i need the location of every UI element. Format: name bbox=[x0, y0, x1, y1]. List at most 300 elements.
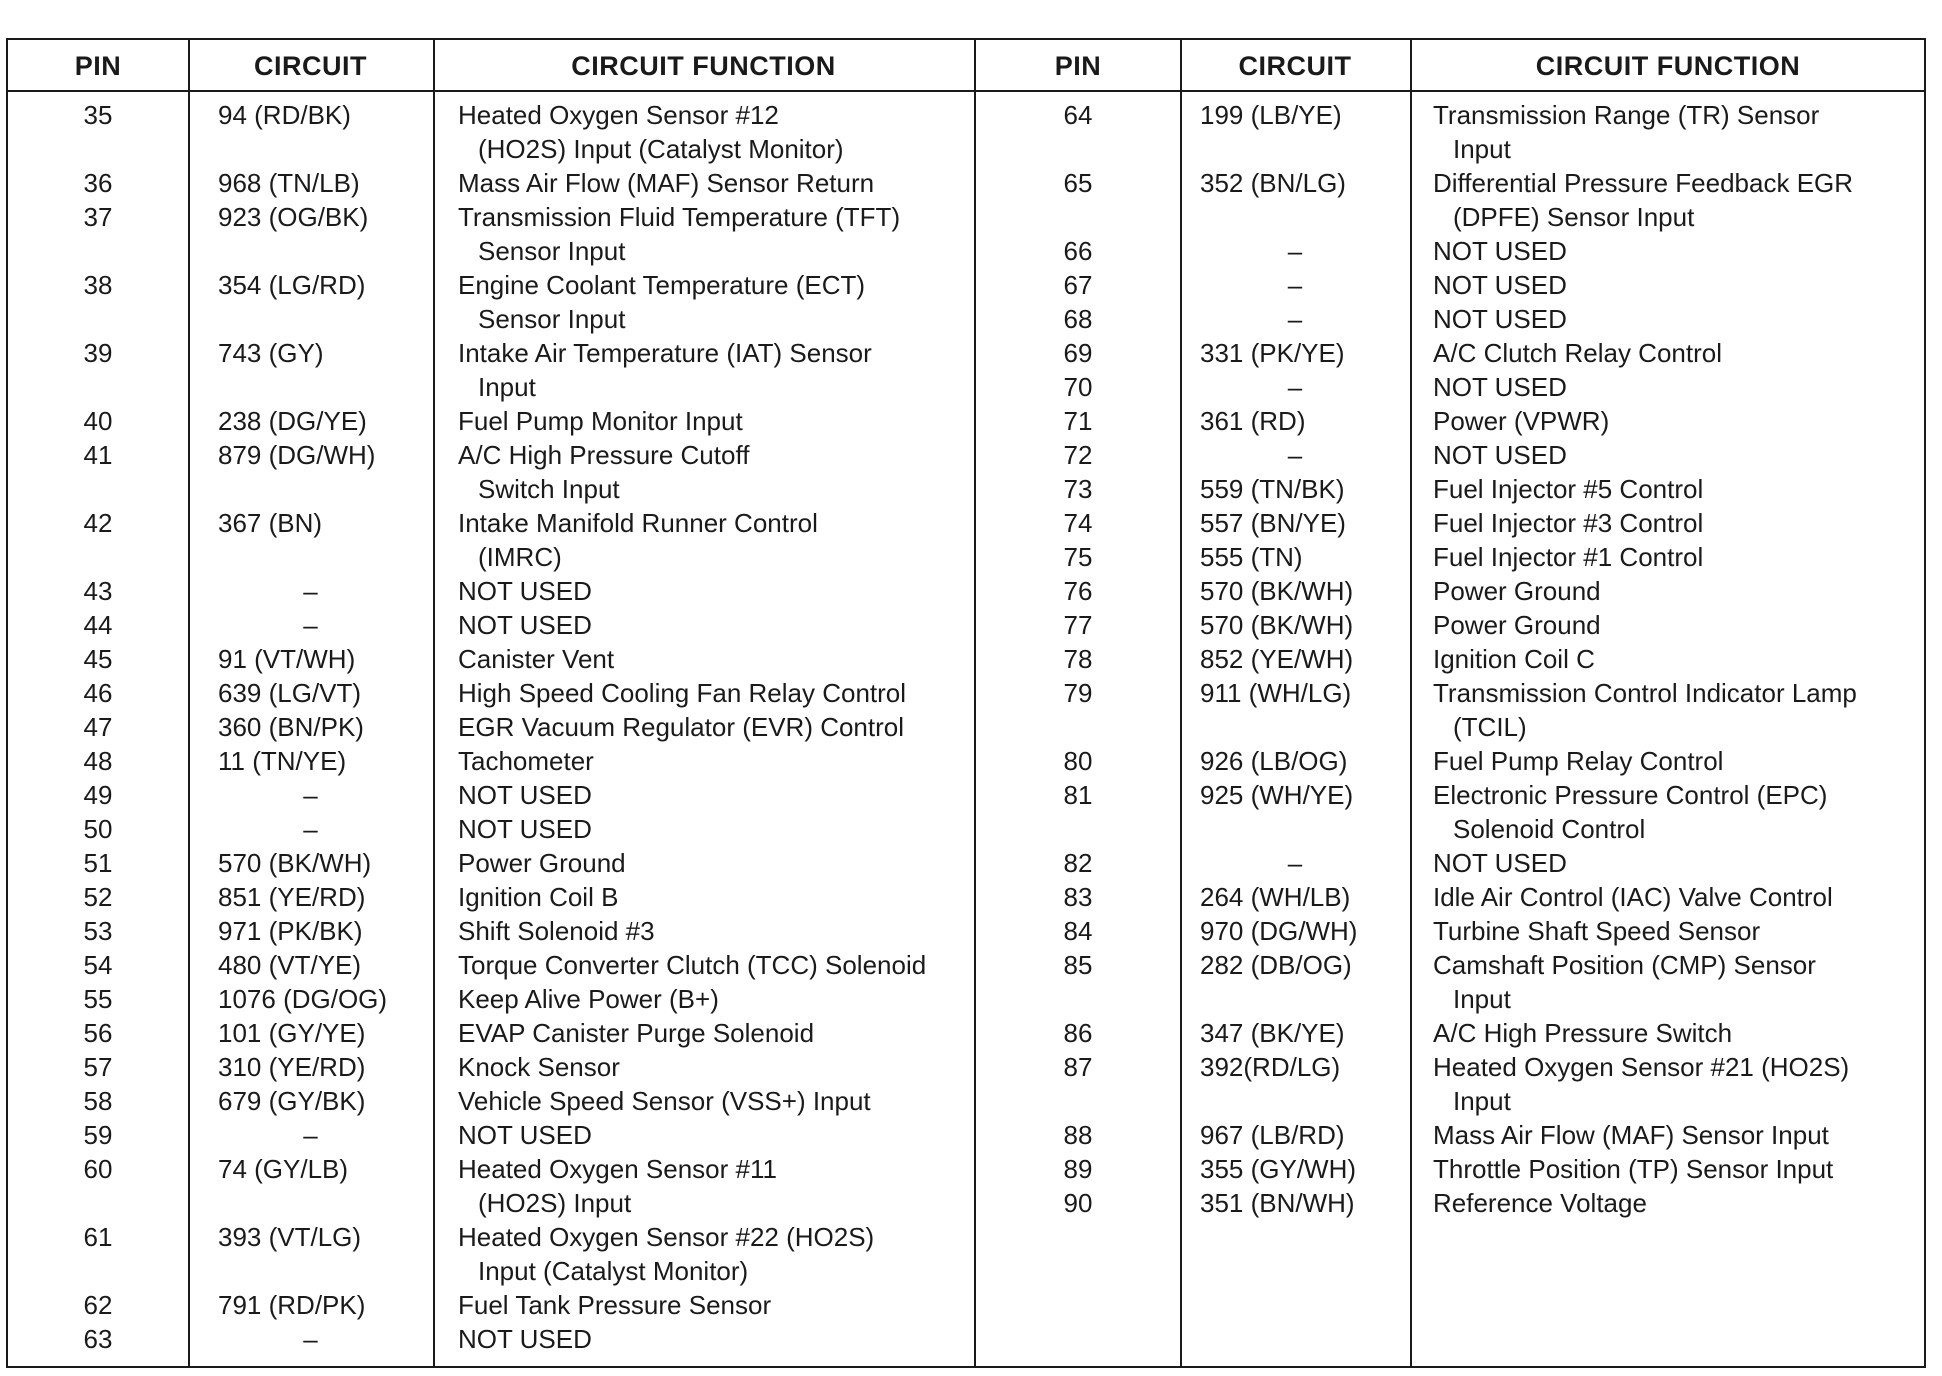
circuit-function bbox=[1433, 1016, 1732, 1050]
circuit-code: 91 (VT/WH) bbox=[218, 644, 356, 674]
table-row bbox=[8, 812, 974, 846]
pin-number: 87 bbox=[1063, 1052, 1093, 1082]
circuit-code: 570 (BK/WH) bbox=[218, 848, 372, 878]
circuit-code: – bbox=[1287, 270, 1303, 300]
table-row bbox=[8, 744, 974, 778]
circuit-function bbox=[458, 710, 904, 744]
pin-number: 42 bbox=[83, 508, 113, 538]
table-row bbox=[976, 642, 1926, 676]
table-row bbox=[976, 608, 1926, 642]
function-line: Mass Air Flow (MAF) Sensor Return bbox=[458, 168, 875, 198]
circuit-function bbox=[458, 608, 592, 642]
pin-number: 40 bbox=[83, 406, 113, 436]
table-row bbox=[8, 438, 974, 506]
circuit-code: 11 (TN/YE) bbox=[218, 746, 347, 776]
circuit-code: 367 (BN) bbox=[218, 508, 323, 538]
function-line: NOT USED bbox=[1433, 848, 1567, 878]
pin-number: 75 bbox=[1063, 542, 1093, 572]
pin-number: 90 bbox=[1063, 1188, 1093, 1218]
circuit-code: 101 (GY/YE) bbox=[218, 1018, 366, 1048]
circuit-code: 679 (GY/BK) bbox=[218, 1086, 366, 1116]
function-line: NOT USED bbox=[1433, 372, 1567, 402]
table-row bbox=[976, 574, 1926, 608]
circuit-code: 925 (WH/YE) bbox=[1200, 780, 1354, 810]
pin-number: 68 bbox=[1063, 304, 1093, 334]
pin-number: 56 bbox=[83, 1018, 113, 1048]
table-row bbox=[8, 1220, 974, 1288]
table-row bbox=[976, 234, 1926, 268]
right-function-header: CIRCUIT FUNCTION bbox=[1535, 51, 1801, 81]
function-line: Heated Oxygen Sensor #12 bbox=[458, 100, 779, 130]
circuit-code: 639 (LG/VT) bbox=[218, 678, 362, 708]
circuit-code: 923 (OG/BK) bbox=[218, 202, 369, 232]
pinout-table bbox=[6, 38, 1926, 1368]
function-line: Power Ground bbox=[458, 848, 626, 878]
circuit-function bbox=[458, 1220, 874, 1288]
pin-number: 71 bbox=[1063, 406, 1093, 436]
circuit-function bbox=[1433, 1186, 1647, 1220]
table-row bbox=[976, 744, 1926, 778]
table-row bbox=[8, 574, 974, 608]
pin-number: 47 bbox=[83, 712, 113, 742]
table-row bbox=[8, 200, 974, 268]
pin-number: 67 bbox=[1063, 270, 1093, 300]
function-line: Heated Oxygen Sensor #11 bbox=[458, 1154, 777, 1184]
function-line: Input (Catalyst Monitor) bbox=[478, 1256, 749, 1286]
left-rows bbox=[8, 98, 974, 1356]
function-line: (HO2S) Input (Catalyst Monitor) bbox=[478, 134, 844, 164]
circuit-function bbox=[458, 1118, 592, 1152]
circuit-function bbox=[1433, 506, 1703, 540]
circuit-code: – bbox=[1287, 372, 1303, 402]
pin-number: 82 bbox=[1063, 848, 1093, 878]
pin-number: 88 bbox=[1063, 1120, 1093, 1150]
function-line: NOT USED bbox=[1433, 440, 1567, 470]
function-line: Solenoid Control bbox=[1453, 814, 1646, 844]
pin-number: 45 bbox=[83, 644, 113, 674]
table-row bbox=[8, 98, 974, 166]
table-row bbox=[8, 1152, 974, 1220]
table-row bbox=[976, 98, 1926, 166]
circuit-code: – bbox=[303, 1120, 318, 1150]
circuit-function bbox=[1433, 438, 1567, 472]
function-line: Canister Vent bbox=[458, 644, 615, 674]
circuit-code: 347 (BK/YE) bbox=[1200, 1018, 1345, 1048]
function-line: A/C Clutch Relay Control bbox=[1433, 338, 1722, 368]
function-line: Heated Oxygen Sensor #21 (HO2S) bbox=[1433, 1052, 1850, 1082]
circuit-function bbox=[458, 404, 743, 438]
table-row bbox=[976, 472, 1926, 506]
circuit-function bbox=[458, 268, 865, 336]
pin-number: 86 bbox=[1063, 1018, 1093, 1048]
circuit-function bbox=[458, 336, 872, 404]
pin-number: 44 bbox=[83, 610, 113, 640]
function-line: Intake Air Temperature (IAT) Sensor bbox=[458, 338, 872, 368]
circuit-function bbox=[458, 812, 592, 846]
circuit-code: 879 (DG/WH) bbox=[218, 440, 376, 470]
circuit-code: 852 (YE/WH) bbox=[1200, 644, 1354, 674]
pin-number: 84 bbox=[1063, 916, 1093, 946]
table-row bbox=[8, 268, 974, 336]
pin-number: 64 bbox=[1063, 100, 1093, 130]
pin-number: 79 bbox=[1063, 678, 1093, 708]
circuit-code: 1076 (DG/OG) bbox=[218, 984, 388, 1014]
function-line: Switch Input bbox=[478, 474, 620, 504]
table-row bbox=[976, 404, 1926, 438]
circuit-function bbox=[1433, 336, 1722, 370]
circuit-function bbox=[458, 1322, 592, 1356]
circuit-function bbox=[1433, 472, 1703, 506]
function-line: NOT USED bbox=[1433, 304, 1567, 334]
circuit-function bbox=[458, 438, 749, 506]
right-circuit-header: CIRCUIT bbox=[1238, 51, 1352, 81]
circuit-function bbox=[1433, 404, 1609, 438]
circuit-code: 352 (BN/LG) bbox=[1200, 168, 1346, 198]
table-row bbox=[976, 540, 1926, 574]
circuit-function bbox=[1433, 1152, 1833, 1186]
circuit-function bbox=[1433, 778, 1827, 846]
table-row bbox=[976, 948, 1926, 1016]
function-line: EVAP Canister Purge Solenoid bbox=[458, 1018, 815, 1048]
circuit-function bbox=[1433, 370, 1567, 404]
function-line: Heated Oxygen Sensor #22 (HO2S) bbox=[458, 1222, 875, 1252]
function-line: Fuel Pump Relay Control bbox=[1433, 746, 1724, 776]
pin-number: 74 bbox=[1063, 508, 1093, 538]
circuit-function bbox=[458, 914, 655, 948]
circuit-function bbox=[458, 506, 818, 574]
pin-number: 78 bbox=[1063, 644, 1093, 674]
function-line: Sensor Input bbox=[478, 304, 626, 334]
circuit-function bbox=[458, 880, 618, 914]
circuit-function bbox=[1433, 914, 1760, 948]
table-row bbox=[976, 302, 1926, 336]
function-line: NOT USED bbox=[1433, 236, 1567, 266]
function-line: EGR Vacuum Regulator (EVR) Control bbox=[458, 712, 905, 742]
function-line: NOT USED bbox=[458, 610, 592, 640]
circuit-code: 480 (VT/YE) bbox=[218, 950, 362, 980]
circuit-function bbox=[458, 200, 900, 268]
circuit-code: 360 (BN/PK) bbox=[218, 712, 364, 742]
function-line: Engine Coolant Temperature (ECT) bbox=[458, 270, 866, 300]
circuit-function bbox=[458, 1084, 871, 1118]
pin-number: 52 bbox=[83, 882, 113, 912]
circuit-function bbox=[458, 982, 719, 1016]
function-line: Knock Sensor bbox=[458, 1052, 620, 1082]
circuit-function bbox=[458, 744, 594, 778]
pin-number: 48 bbox=[83, 746, 113, 776]
function-line: (IMRC) bbox=[478, 542, 562, 572]
circuit-code: 331 (PK/YE) bbox=[1200, 338, 1345, 368]
circuit-code: 264 (WH/LB) bbox=[1200, 882, 1351, 912]
circuit-code: 559 (TN/BK) bbox=[1200, 474, 1345, 504]
function-line: Transmission Control Indicator Lamp bbox=[1433, 678, 1857, 708]
pin-number: 49 bbox=[83, 780, 113, 810]
table-row bbox=[976, 778, 1926, 846]
pin-number: 65 bbox=[1063, 168, 1093, 198]
left-header-row bbox=[8, 40, 974, 92]
table-row bbox=[8, 336, 974, 404]
function-line: Input bbox=[1453, 134, 1511, 164]
circuit-code: 851 (YE/RD) bbox=[218, 882, 366, 912]
function-line: Intake Manifold Runner Control bbox=[458, 508, 818, 538]
circuit-function bbox=[458, 948, 926, 982]
circuit-function bbox=[458, 1288, 771, 1322]
circuit-function bbox=[458, 676, 906, 710]
pin-number: 77 bbox=[1063, 610, 1093, 640]
function-line: NOT USED bbox=[458, 1120, 592, 1150]
table-row bbox=[8, 608, 974, 642]
circuit-function bbox=[458, 1050, 620, 1084]
pin-number: 72 bbox=[1063, 440, 1093, 470]
circuit-code: 970 (DG/WH) bbox=[1200, 916, 1358, 946]
left-circuit-header: CIRCUIT bbox=[254, 51, 367, 81]
function-line: Fuel Pump Monitor Input bbox=[458, 406, 743, 436]
circuit-code: 393 (VT/LG) bbox=[218, 1222, 362, 1252]
table-row bbox=[976, 268, 1926, 302]
circuit-code: 392(RD/LG) bbox=[1200, 1052, 1341, 1082]
pin-number: 81 bbox=[1063, 780, 1093, 810]
circuit-code: 570 (BK/WH) bbox=[1200, 610, 1354, 640]
circuit-function bbox=[1433, 1050, 1849, 1118]
pin-number: 66 bbox=[1063, 236, 1093, 266]
function-line: Ignition Coil B bbox=[458, 882, 619, 912]
pin-number: 38 bbox=[83, 270, 113, 300]
function-line: Fuel Tank Pressure Sensor bbox=[458, 1290, 772, 1320]
pin-number: 80 bbox=[1063, 746, 1093, 776]
table-row bbox=[976, 1016, 1926, 1050]
circuit-function bbox=[1433, 98, 1819, 166]
table-row bbox=[8, 778, 974, 812]
function-line: Transmission Fluid Temperature (TFT) bbox=[458, 202, 901, 232]
function-line: Vehicle Speed Sensor (VSS+) Input bbox=[458, 1086, 871, 1116]
circuit-code: 238 (DG/YE) bbox=[218, 406, 367, 436]
pin-number: 54 bbox=[83, 950, 113, 980]
table-row bbox=[976, 1152, 1926, 1186]
circuit-code: 926 (LB/OG) bbox=[1200, 746, 1348, 776]
pin-number: 57 bbox=[83, 1052, 113, 1082]
circuit-function bbox=[1433, 744, 1723, 778]
table-row bbox=[8, 982, 974, 1016]
table-row bbox=[976, 914, 1926, 948]
circuit-function bbox=[458, 1016, 814, 1050]
right-rows bbox=[976, 98, 1926, 1220]
circuit-function bbox=[458, 574, 592, 608]
table-row bbox=[8, 1322, 974, 1356]
function-line: Keep Alive Power (B+) bbox=[458, 984, 719, 1014]
pin-number: 55 bbox=[83, 984, 113, 1014]
function-line: Fuel Injector #3 Control bbox=[1433, 508, 1704, 538]
table-row bbox=[976, 846, 1926, 880]
table-row bbox=[8, 948, 974, 982]
function-line: Transmission Range (TR) Sensor bbox=[1433, 100, 1820, 130]
circuit-code: 968 (TN/LB) bbox=[218, 168, 360, 198]
function-line: (HO2S) Input bbox=[478, 1188, 632, 1218]
circuit-function bbox=[1433, 608, 1601, 642]
circuit-code: – bbox=[303, 576, 318, 606]
function-line: Idle Air Control (IAC) Valve Control bbox=[1433, 882, 1833, 912]
pin-number: 85 bbox=[1063, 950, 1093, 980]
function-line: Reference Voltage bbox=[1433, 1188, 1647, 1218]
circuit-code: 310 (YE/RD) bbox=[218, 1052, 366, 1082]
circuit-code: 351 (BN/WH) bbox=[1200, 1188, 1355, 1218]
pin-number: 58 bbox=[83, 1086, 113, 1116]
circuit-function bbox=[1433, 540, 1703, 574]
circuit-code: – bbox=[1287, 848, 1303, 878]
circuit-code: 557 (BN/YE) bbox=[1200, 508, 1346, 538]
table-row bbox=[8, 1288, 974, 1322]
circuit-code: 355 (GY/WH) bbox=[1200, 1154, 1357, 1184]
function-line: Shift Solenoid #3 bbox=[458, 916, 655, 946]
table-row bbox=[976, 438, 1926, 472]
pin-number: 35 bbox=[83, 100, 113, 130]
pin-number: 76 bbox=[1063, 576, 1093, 606]
table-row bbox=[976, 1118, 1926, 1152]
function-line: Torque Converter Clutch (TCC) Solenoid bbox=[458, 950, 927, 980]
circuit-code: – bbox=[1287, 440, 1303, 470]
function-line: Differential Pressure Feedback EGR bbox=[1433, 168, 1854, 198]
pin-number: 53 bbox=[83, 916, 113, 946]
table-row bbox=[8, 642, 974, 676]
table-row bbox=[8, 1050, 974, 1084]
circuit-code: 911 (WH/LG) bbox=[1200, 678, 1352, 708]
table-row bbox=[976, 336, 1926, 370]
function-line: NOT USED bbox=[458, 576, 592, 606]
circuit-code: 74 (GY/LB) bbox=[218, 1154, 349, 1184]
function-line: Input bbox=[478, 372, 536, 402]
table-row bbox=[976, 370, 1926, 404]
function-line: Input bbox=[1453, 984, 1511, 1014]
circuit-function bbox=[458, 778, 592, 812]
circuit-code: – bbox=[303, 780, 318, 810]
table-row bbox=[8, 914, 974, 948]
circuit-code: 555 (TN) bbox=[1200, 542, 1303, 572]
pin-number: 73 bbox=[1063, 474, 1093, 504]
pin-number: 46 bbox=[83, 678, 113, 708]
circuit-code: 361 (RD) bbox=[1200, 406, 1306, 436]
table-row bbox=[8, 1118, 974, 1152]
pin-number: 60 bbox=[83, 1154, 113, 1184]
left-function-header: CIRCUIT FUNCTION bbox=[571, 51, 836, 81]
function-line: NOT USED bbox=[458, 1324, 592, 1354]
pin-number: 69 bbox=[1063, 338, 1093, 368]
table-row bbox=[976, 166, 1926, 234]
circuit-code: – bbox=[303, 814, 318, 844]
function-line: Throttle Position (TP) Sensor Input bbox=[1433, 1154, 1834, 1184]
function-line: Power Ground bbox=[1433, 610, 1601, 640]
circuit-code: 94 (RD/BK) bbox=[218, 100, 351, 130]
function-line: Mass Air Flow (MAF) Sensor Input bbox=[1433, 1120, 1829, 1150]
circuit-function bbox=[1433, 846, 1567, 880]
function-line: Electronic Pressure Control (EPC) bbox=[1433, 780, 1828, 810]
function-line: High Speed Cooling Fan Relay Control bbox=[458, 678, 907, 708]
right-table bbox=[974, 40, 1926, 1366]
pin-number: 51 bbox=[83, 848, 113, 878]
function-line: (TCIL) bbox=[1453, 712, 1527, 742]
function-line: Power Ground bbox=[1433, 576, 1601, 606]
table-row bbox=[8, 880, 974, 914]
function-line: Sensor Input bbox=[478, 236, 626, 266]
function-line: Ignition Coil C bbox=[1433, 644, 1595, 674]
circuit-function bbox=[1433, 948, 1816, 1016]
pin-number: 63 bbox=[83, 1324, 113, 1354]
circuit-function bbox=[458, 98, 844, 166]
pin-number: 61 bbox=[83, 1222, 113, 1252]
circuit-code: – bbox=[303, 1324, 318, 1354]
pin-number: 70 bbox=[1063, 372, 1093, 402]
circuit-code: 282 (DB/OG) bbox=[1200, 950, 1352, 980]
table-row bbox=[8, 506, 974, 574]
pin-number: 43 bbox=[83, 576, 113, 606]
pin-number: 37 bbox=[83, 202, 113, 232]
function-line: Turbine Shaft Speed Sensor bbox=[1433, 916, 1761, 946]
pin-number: 62 bbox=[83, 1290, 113, 1320]
right-pin-header: PIN bbox=[1054, 51, 1102, 81]
circuit-code: 743 (GY) bbox=[218, 338, 324, 368]
circuit-function bbox=[1433, 234, 1567, 268]
circuit-code: 199 (LB/YE) bbox=[1200, 100, 1342, 130]
circuit-code: – bbox=[1287, 236, 1303, 266]
circuit-function bbox=[1433, 302, 1567, 336]
table-row bbox=[976, 1050, 1926, 1118]
table-row bbox=[976, 1186, 1926, 1220]
table-row bbox=[8, 1084, 974, 1118]
table-row bbox=[976, 880, 1926, 914]
circuit-code: – bbox=[1287, 304, 1303, 334]
circuit-code: 791 (RD/PK) bbox=[218, 1290, 366, 1320]
pin-number: 83 bbox=[1063, 882, 1093, 912]
function-line: Camshaft Position (CMP) Sensor bbox=[1433, 950, 1816, 980]
circuit-function bbox=[458, 166, 874, 200]
function-line: Fuel Injector #1 Control bbox=[1433, 542, 1704, 572]
circuit-function bbox=[1433, 574, 1601, 608]
function-line: Input bbox=[1453, 1086, 1511, 1116]
pin-number: 36 bbox=[83, 168, 113, 198]
function-line: A/C High Pressure Cutoff bbox=[458, 440, 750, 470]
pin-number: 39 bbox=[83, 338, 113, 368]
circuit-function bbox=[1433, 642, 1595, 676]
circuit-function bbox=[1433, 166, 1853, 234]
table-row bbox=[8, 166, 974, 200]
circuit-function bbox=[1433, 676, 1857, 744]
left-pin-header: PIN bbox=[74, 51, 122, 81]
function-line: A/C High Pressure Switch bbox=[1433, 1018, 1733, 1048]
circuit-code: 354 (LG/RD) bbox=[218, 270, 366, 300]
function-line: NOT USED bbox=[458, 814, 592, 844]
function-line: Tachometer bbox=[458, 746, 594, 776]
circuit-code: – bbox=[303, 610, 318, 640]
circuit-code: 971 (PK/BK) bbox=[218, 916, 363, 946]
pin-number: 50 bbox=[83, 814, 113, 844]
function-line: Fuel Injector #5 Control bbox=[1433, 474, 1704, 504]
pin-number: 59 bbox=[83, 1120, 113, 1150]
circuit-function bbox=[1433, 268, 1567, 302]
circuit-function bbox=[1433, 880, 1833, 914]
circuit-code: 570 (BK/WH) bbox=[1200, 576, 1354, 606]
table-row bbox=[976, 676, 1926, 744]
pin-number: 41 bbox=[83, 440, 113, 470]
table-row bbox=[8, 1016, 974, 1050]
pin-number: 89 bbox=[1063, 1154, 1093, 1184]
right-header-row bbox=[976, 40, 1926, 92]
table-row bbox=[8, 846, 974, 880]
function-line: NOT USED bbox=[458, 780, 592, 810]
table-row bbox=[8, 710, 974, 744]
table-row bbox=[8, 676, 974, 710]
circuit-function bbox=[458, 1152, 777, 1220]
function-line: Power (VPWR) bbox=[1433, 406, 1610, 436]
function-line: NOT USED bbox=[1433, 270, 1567, 300]
function-line: (DPFE) Sensor Input bbox=[1453, 202, 1695, 232]
